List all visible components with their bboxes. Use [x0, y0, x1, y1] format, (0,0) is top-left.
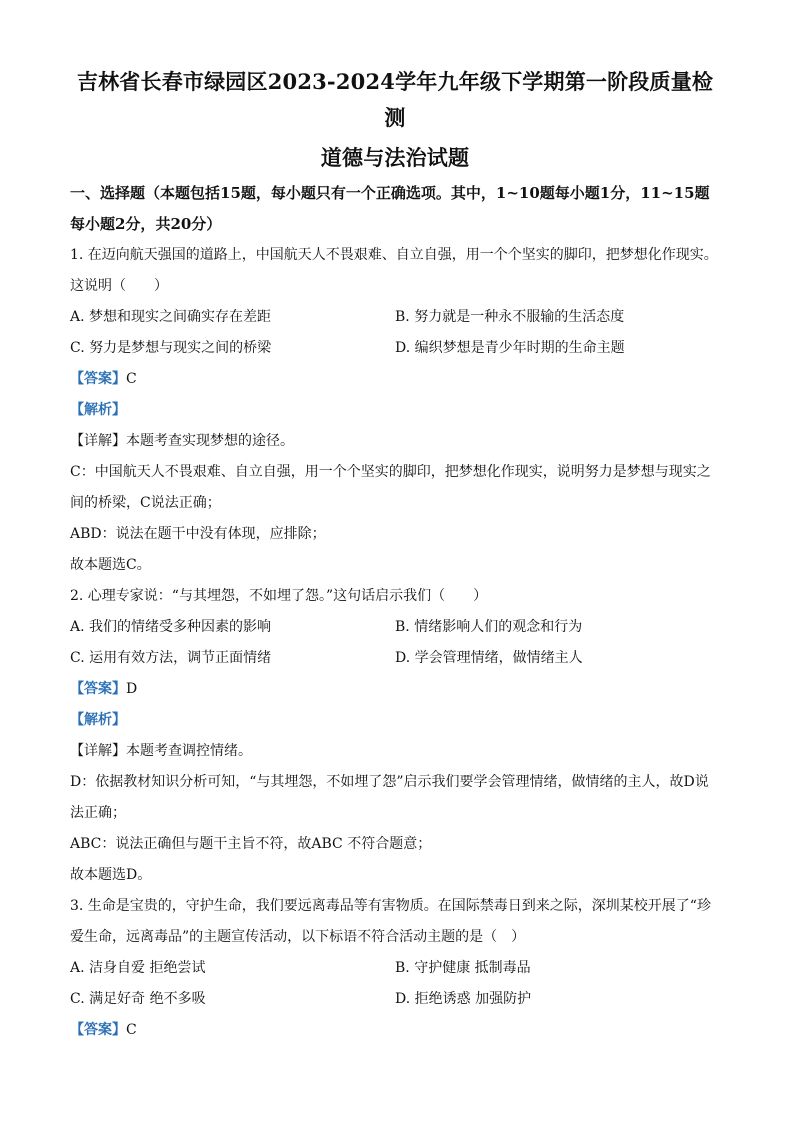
detail-line	[70, 736, 720, 767]
detail-tag: 【详解】	[70, 433, 126, 449]
option-d: D. 拒绝诱惑 加强防护	[395, 991, 532, 1007]
answer-line	[70, 1015, 720, 1046]
question-3	[70, 891, 720, 1046]
option-b: B. 情绪影响人们的观念和行为	[395, 619, 583, 635]
answer-value: C	[126, 371, 137, 387]
option-a: A. 我们的情绪受多种因素的影响	[70, 619, 272, 635]
answer-line	[70, 674, 720, 705]
answer-value: D	[126, 681, 138, 697]
detail-line	[70, 426, 720, 457]
analysis-line	[70, 395, 720, 426]
option-c: C. 满足好奇 绝不多吸	[70, 991, 206, 1007]
analysis-tag: 【解析】	[70, 402, 126, 418]
option-a: A. 梦想和现实之间确实存在差距	[70, 309, 272, 325]
section-heading: 一、选择题（本题包括15题，每小题只有一个正确选项。其中，1~10题每小题1分，11~15题每小题2分，共20分）	[70, 184, 710, 233]
option-d: D. 编织梦想是青少年时期的生命主题	[395, 340, 625, 356]
question-options	[70, 953, 720, 1015]
conclusion-text: 故本题选D。	[70, 867, 152, 883]
detail-text: 本题考查调控情绪。	[126, 743, 252, 759]
question-options	[70, 302, 720, 364]
option-a: A. 洁身自爱 拒绝尝试	[70, 960, 206, 976]
option-c: C. 运用有效方法，调节正面情绪	[70, 650, 272, 666]
answer-tag: 【答案】	[70, 681, 126, 697]
answer-line	[70, 364, 720, 395]
answer-tag: 【答案】	[70, 371, 126, 387]
option-b: B. 努力就是一种永不服输的生活态度	[395, 309, 625, 325]
answer-value: C	[126, 1022, 137, 1038]
detail-tag: 【详解】	[70, 743, 126, 759]
question-1	[70, 240, 720, 581]
option-b: B. 守护健康 抵制毒品	[395, 960, 531, 976]
exclude-text: ABC：说法正确但与题干主旨不符，故ABC 不符合题意；	[70, 836, 432, 852]
document-title: 吉林省长春市绿园区2023-2024学年九年级下学期第一阶段质量检测	[76, 69, 714, 130]
detail-text: 本题考查实现梦想的途径。	[126, 433, 294, 449]
question-2	[70, 581, 720, 891]
analysis-line	[70, 705, 720, 736]
exclude-text: ABD：说法在题干中没有体现，应排除；	[70, 526, 326, 542]
explain-text: C：中国航天人不畏艰难、自立自强，用一个个坚实的脚印，把梦想化作现实，说明努力是梦想与现实之间的桥梁，C说法正确；	[70, 464, 711, 511]
question-options	[70, 612, 720, 674]
question-stem: 2. 心理专家说：“与其埋怨，不如埋了怨。”这句话启示我们（ ）	[70, 588, 488, 604]
analysis-tag: 【解析】	[70, 712, 126, 728]
question-stem: 1. 在迈向航天强国的道路上，中国航天人不畏艰难、自立自强，用一个个坚实的脚印，把梦想化作现实。这说明（ ）	[70, 247, 718, 294]
question-stem: 3. 生命是宝贵的，守护生命，我们要远离毒品等有害物质。在国际禁毒日到来之际，深圳某校开展了“珍爱生命，远离毒品”的主题宣传活动，以下标语不符合活动主题的是（ ）	[70, 898, 711, 945]
explain-text: D：依据教材知识分析可知，“与其埋怨，不如埋了怨”启示我们要学会管理情绪，做情绪的主人，故D说法正确；	[70, 774, 709, 821]
document-subtitle: 道德与法治试题	[320, 145, 470, 170]
option-c: C. 努力是梦想与现实之间的桥梁	[70, 340, 272, 356]
answer-tag: 【答案】	[70, 1022, 126, 1038]
option-d: D. 学会管理情绪，做情绪主人	[395, 650, 583, 666]
conclusion-text: 故本题选C。	[70, 557, 151, 573]
